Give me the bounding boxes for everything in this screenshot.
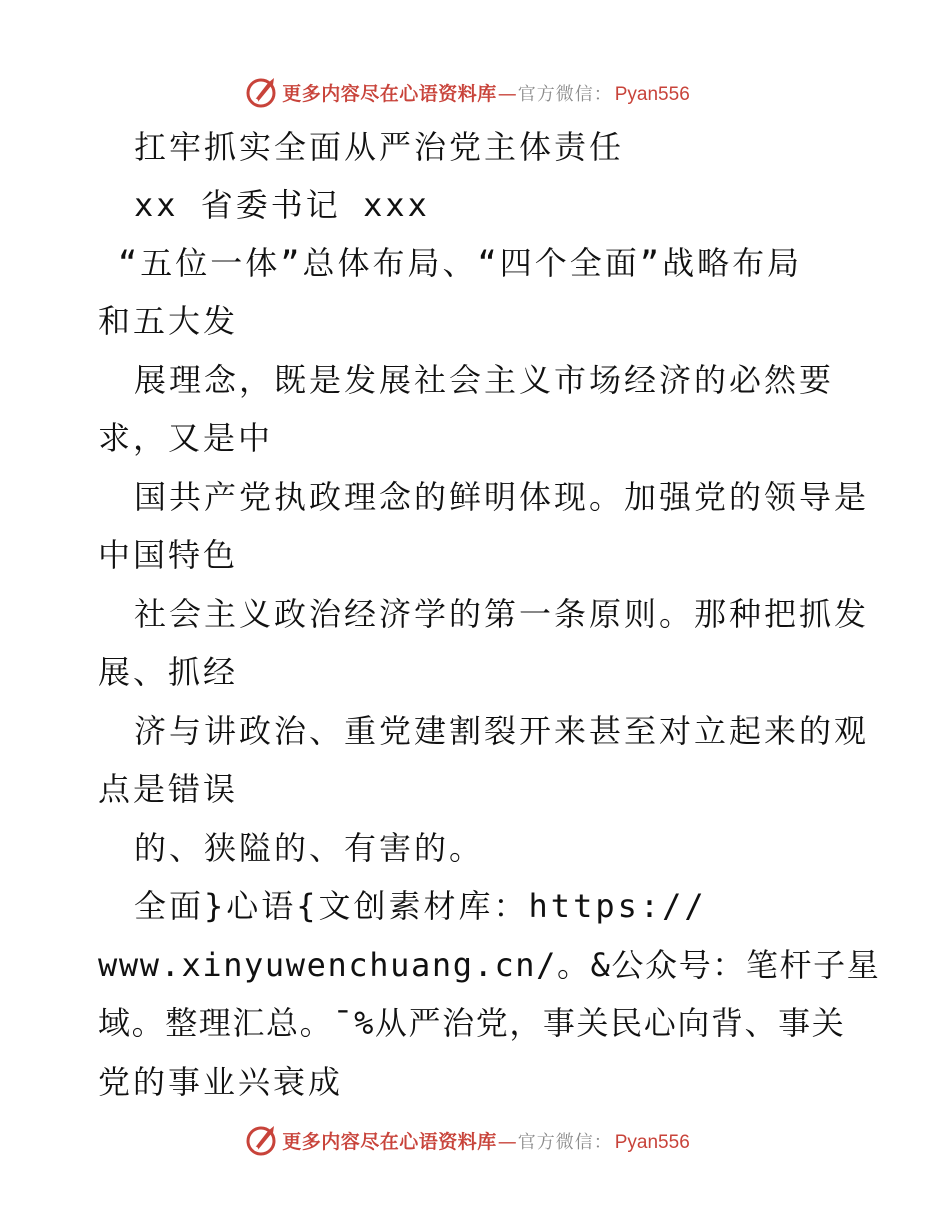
paragraph-line: www.xinyuwenchuang.cn/。&公众号：笔杆子星 (98, 946, 881, 984)
paragraph-line: 国共产党执政理念的鲜明体现。加强党的领导是 (134, 478, 870, 516)
paragraph-line: 展理念，既是发展社会主义市场经济的必然要 (134, 361, 835, 399)
document-title: 扛牢抓实全面从严治党主体责任 (134, 128, 625, 166)
paragraph-line: 党的事业兴衰成 (98, 1063, 344, 1101)
banner-separator: — (497, 82, 517, 105)
paragraph-line: 的、狭隘的、有害的。 (134, 829, 485, 867)
paragraph-line: “五位一体”总体布局、“四个全面”战略布局 (118, 244, 803, 282)
paragraph-line: 求，又是中 (98, 419, 274, 457)
quill-pen-logo-icon (244, 1123, 278, 1157)
paragraph-line: 济与讲政治、重党建割裂开来甚至对立起来的观 (134, 712, 870, 750)
document-author: xx 省委书记 xxx (134, 186, 430, 224)
footer-banner (0, 1118, 950, 1162)
banner-wechat-label: 官方微信： (517, 83, 613, 105)
banner-title: 更多内容尽在心语资料库 (282, 82, 497, 105)
banner-title: 更多内容尽在心语资料库 (282, 1130, 497, 1153)
paragraph-line: 域。整理汇总。¯%从严治党，事关民心向背、事关 (98, 1004, 846, 1042)
paragraph-line: 点是错误 (98, 770, 239, 808)
banner-wechat-label: 官方微信： (517, 1131, 613, 1153)
paragraph-line: 和五大发 (98, 302, 239, 340)
paragraph-line: 全面}心语{文创素材库：https:// (134, 887, 707, 925)
paragraph-line: 展、抓经 (98, 653, 239, 691)
banner-content (244, 1123, 690, 1157)
paragraph-line: 中国特色 (98, 536, 239, 574)
paragraph-line: 社会主义政治经济学的第一条原则。那种把抓发 (134, 595, 870, 633)
banner-wechat-id: Pyan556 (614, 83, 690, 105)
banner-text (282, 1127, 690, 1154)
banner-separator: — (497, 1130, 517, 1153)
banner-wechat-id: Pyan556 (614, 1131, 690, 1153)
